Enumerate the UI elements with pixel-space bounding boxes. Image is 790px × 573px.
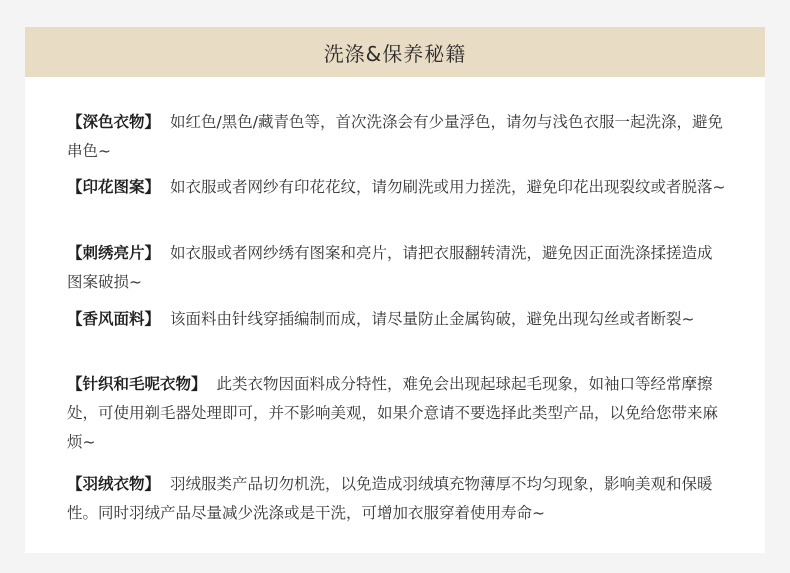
care-item-text: 此类衣物因面料成分特性，难免会出现起球起毛现象，如袖口等经常摩擦处，可使用剃毛器处理即可，并不影响美观，如果介意请不要选择此类型产品，以免给您带来麻烦~ (67, 375, 719, 451)
header-banner (25, 27, 765, 77)
care-item-embroidery-sequins (67, 239, 727, 297)
care-item-text: 羽绒服类产品切勿机洗，以免造成羽绒填充物薄厚不均匀现象，影响美观和保暖性。同时羽绒产品尽量减少洗涤或是干洗，可增加衣服穿着使用寿命~ (67, 475, 713, 522)
care-item-dark-clothes (67, 108, 727, 166)
care-item-down (67, 470, 727, 528)
care-item-text: 如衣服或者网纱有印花花纹，请勿刷洗或用力搓洗，避免印花出现裂纹或者脱落~ (170, 178, 726, 196)
care-item-title: 【刺绣亮片】 (67, 244, 161, 262)
care-item-print-pattern (67, 173, 727, 202)
care-item-title: 【印花图案】 (67, 178, 161, 196)
care-card (25, 27, 765, 553)
page-title: 洗涤&保养秘籍 (323, 41, 467, 66)
care-item-text: 如红色/黑色/藏青色等，首次洗涤会有少量浮色，请勿与浅色衣服一起洗涤，避免串色~ (67, 113, 723, 160)
care-item-text: 如衣服或者网纱绣有图案和亮片，请把衣服翻转清洗，避免因正面洗涤揉搓造成图案破损~ (67, 244, 713, 291)
care-item-tweed-fabric (67, 305, 727, 334)
care-item-text: 该面料由针线穿插编制而成，请尽量防止金属钩破，避免出现勾丝或者断裂~ (170, 310, 695, 328)
care-item-title: 【香风面料】 (67, 310, 161, 328)
care-item-title: 【深色衣物】 (67, 113, 161, 131)
care-item-title: 【羽绒衣物】 (67, 475, 161, 493)
care-item-title: 【针织和毛呢衣物】 (67, 375, 207, 393)
care-item-knit-wool (67, 370, 727, 457)
